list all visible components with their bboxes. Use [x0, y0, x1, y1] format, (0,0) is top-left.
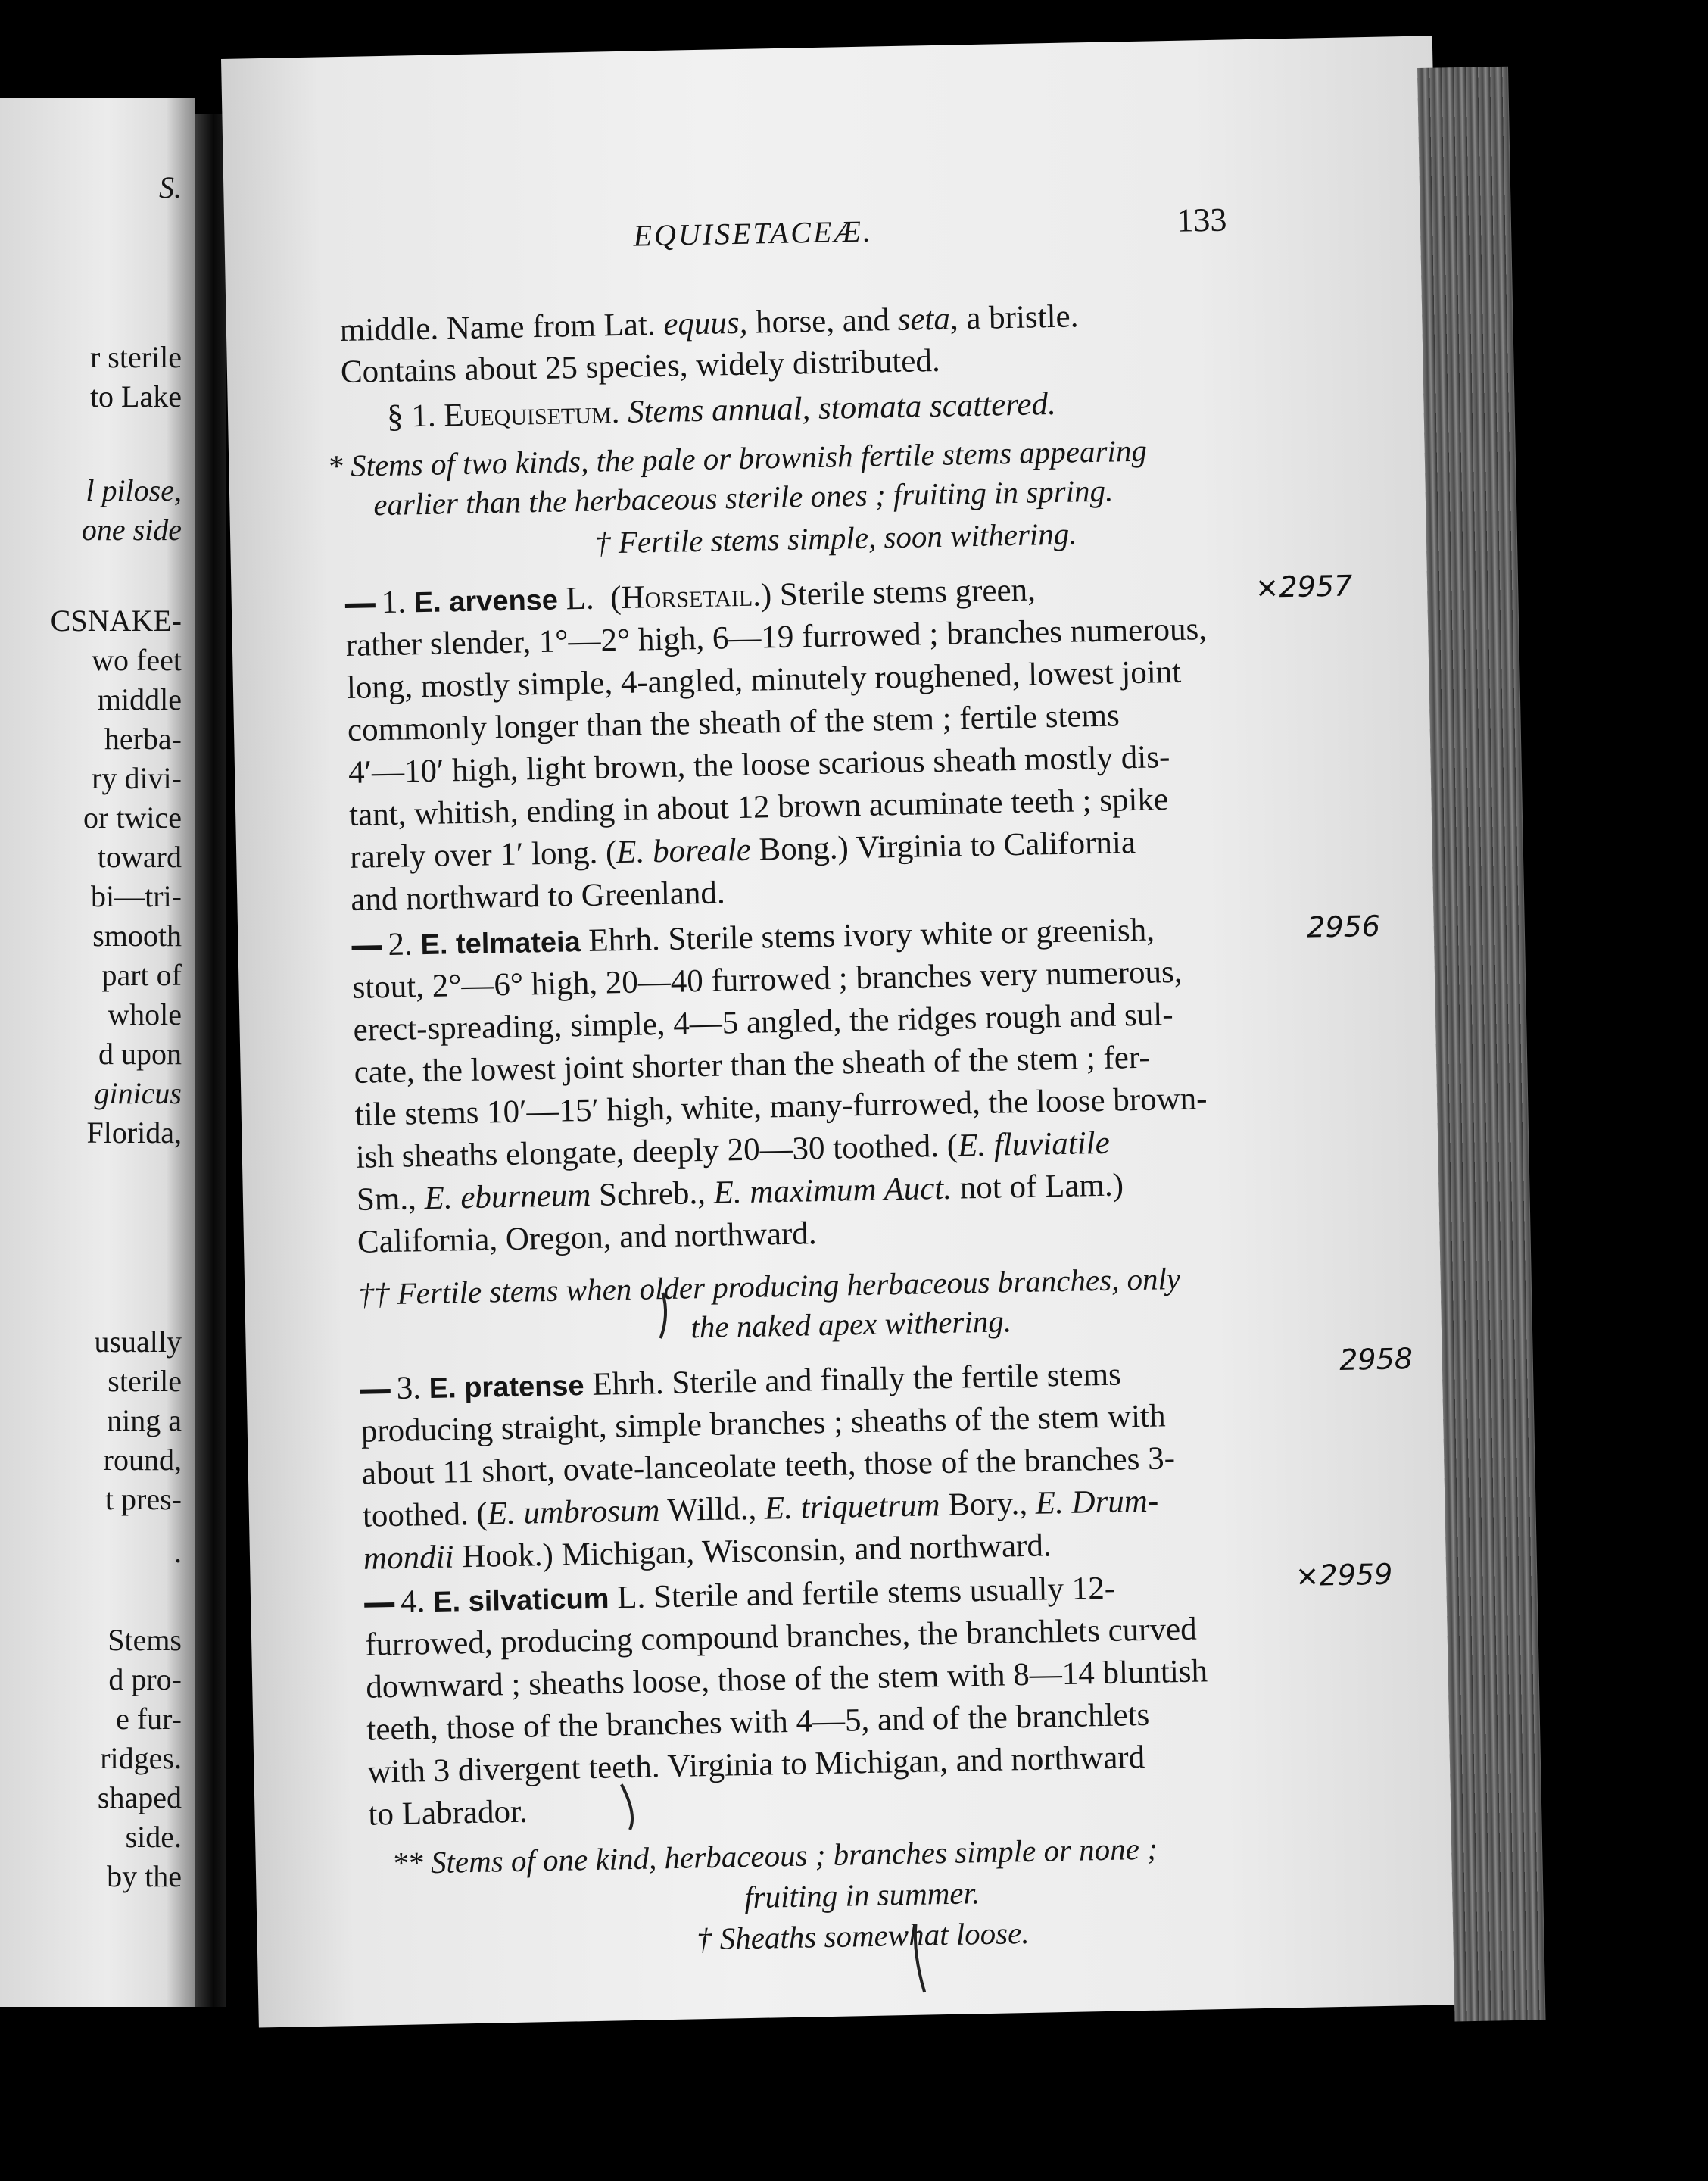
text-line: toothed. (E. umbrosum Willd., E. triquetrum Bory., E. Drum-: [362, 1483, 1159, 1534]
text-line: Sm., E. eburneum Schreb., E. maximum Auct. not of Lam.): [356, 1167, 1124, 1218]
species-entry: 2. E. telmateia Ehrh. Sterile stems ivory white or greenish,: [351, 914, 1155, 962]
left-page-line: one side: [81, 513, 182, 547]
text-line: tant, whitish, ending in about 12 brown acuminate teeth ; spike: [348, 782, 1169, 833]
text-line: producing straight, simple branches ; sheaths of the stem with: [360, 1398, 1166, 1449]
left-page-line: bi—tri-: [91, 879, 182, 913]
left-page-line: d pro-: [108, 1662, 182, 1696]
left-page-line: shaped: [97, 1780, 182, 1814]
subgroup-heading: † Fertile stems simple, soon withering.: [594, 516, 1077, 560]
left-page-line: part of: [101, 958, 182, 992]
book-gutter: [195, 114, 226, 2007]
left-page-line: middle: [97, 682, 182, 716]
text-line: commonly longer than the sheath of the stem ; fertile stems: [347, 697, 1120, 748]
left-page-line: l pilose,: [86, 473, 182, 507]
group-heading: * Stems of two kinds, the pale or brownish fertile stems appearing: [326, 432, 1148, 484]
handwritten-note: 2958: [1339, 1342, 1413, 1377]
section-heading: § 1. Euequisetum. Stems annual, stomata scattered.: [386, 385, 1057, 435]
left-page-line: round,: [103, 1443, 182, 1477]
text-line: downward ; sheaths loose, those of the stem with 8—14 bluntish: [365, 1653, 1208, 1705]
text-line: furrowed, producing compound branches, the branchlets curved: [364, 1611, 1198, 1663]
left-page-line: CSNAKE-: [50, 604, 182, 638]
text-line: 4′—10′ high, light brown, the loose scarious sheath mostly dis-: [348, 739, 1170, 791]
text-line: Contains about 25 species, widely distributed.: [340, 342, 941, 391]
group-heading: earlier than the herbaceous sterile ones ; fruiting in spring.: [372, 473, 1114, 523]
species-entry: 4. E. silvaticum L. Sterile and fertile stems usually 12-: [364, 1572, 1116, 1619]
group-heading: ** Stems of one kind, herbaceous ; branches simple or none ;: [391, 1830, 1158, 1881]
text-line: California, Oregon, and northward.: [357, 1215, 817, 1260]
left-page-line: herba-: [104, 722, 182, 756]
left-page-line: r sterile: [89, 340, 182, 374]
text-line: about 11 short, ovate-lanceolate teeth, those of the branches 3-: [361, 1440, 1176, 1492]
handwritten-note: 2956: [1306, 909, 1381, 944]
left-page-line: ridges.: [100, 1741, 182, 1775]
left-page-line: whole: [108, 997, 182, 1031]
left-page-line: ginicus: [94, 1076, 182, 1110]
text-line: to Labrador.: [368, 1793, 528, 1833]
text-line: rather slender, 1°—2° high, 6—19 furrowed ; branches numerous,: [345, 611, 1208, 663]
group-heading: fruiting in summer.: [743, 1875, 980, 1915]
pen-marks: [221, 36, 1470, 2027]
text-line: cate, the lowest joint shorter than the sheath of the stem ; fer-: [354, 1039, 1151, 1090]
left-page-line: ning a: [107, 1403, 182, 1437]
left-page-line: Stems: [108, 1623, 182, 1657]
left-page-line: t pres-: [104, 1482, 182, 1516]
text-line: middle. Name from Lat. equus, horse, and seta, a bristle.: [339, 298, 1079, 349]
species-entry: 3. E. pratense Ehrh. Sterile and finally the fertile stems: [360, 1359, 1121, 1406]
left-page-line: to Lake: [89, 379, 182, 413]
page-133: [221, 36, 1470, 2027]
left-page-line: usually: [94, 1325, 182, 1359]
subgroup-heading: † Sheaths somewhat loose.: [696, 1914, 1030, 1957]
handwritten-note: ×2957: [1255, 569, 1353, 604]
handwritten-note: ×2959: [1295, 1557, 1393, 1593]
text-line: stout, 2°—6° high, 20—40 furrowed ; branches very numerous,: [352, 953, 1183, 1006]
left-page-line: S.: [159, 170, 182, 204]
text-line: erect-spreading, simple, 4—5 angled, the ridges rough and sul-: [353, 997, 1173, 1048]
previous-page: [0, 98, 195, 2007]
left-page-line: d upon: [98, 1037, 182, 1071]
text-line: tile stems 10′—15′ high, white, many-furrowed, the loose brown-: [354, 1081, 1208, 1133]
running-title: EQUISETACEÆ.: [633, 214, 874, 253]
left-page-line: .: [174, 1535, 182, 1569]
left-page-line: ry divi-: [92, 761, 182, 795]
subgroup-heading: †† Fertile stems when older producing herbaceous branches, only: [357, 1260, 1181, 1312]
left-page-line: or twice: [83, 800, 182, 835]
text-line: with 3 divergent teeth. Virginia to Michigan, and northward: [367, 1739, 1145, 1790]
left-page-line: e fur-: [116, 1702, 182, 1736]
text-line: long, mostly simple, 4-angled, minutely roughened, lowest joint: [346, 654, 1182, 706]
text-line: mondii Hook.) Michigan, Wisconsin, and northward.: [363, 1527, 1052, 1577]
left-page-line: Florida,: [86, 1115, 182, 1150]
left-page-line: wo feet: [92, 643, 182, 677]
left-page-line: side.: [125, 1820, 182, 1854]
page-number: 133: [1176, 201, 1227, 239]
left-page-line: toward: [97, 840, 182, 874]
left-page-line: smooth: [92, 919, 182, 953]
text-line: rarely over 1′ long. (E. boreale Bong.) Virginia to California: [349, 825, 1136, 875]
subgroup-heading: the naked apex withering.: [690, 1303, 1012, 1345]
left-page-line: by the: [107, 1859, 182, 1893]
left-page-line: sterile: [108, 1364, 182, 1398]
text-line: teeth, those of the branches with 4—5, and of the branchlets: [366, 1696, 1150, 1748]
species-entry: 1. E. arvense L. (Horsetail.) Sterile stems green,: [344, 573, 1036, 619]
text-line: and northward to Greenland.: [350, 875, 726, 918]
text-line: ish sheaths elongate, deeply 20—30 toothed. (E. fluviatile: [355, 1125, 1111, 1175]
